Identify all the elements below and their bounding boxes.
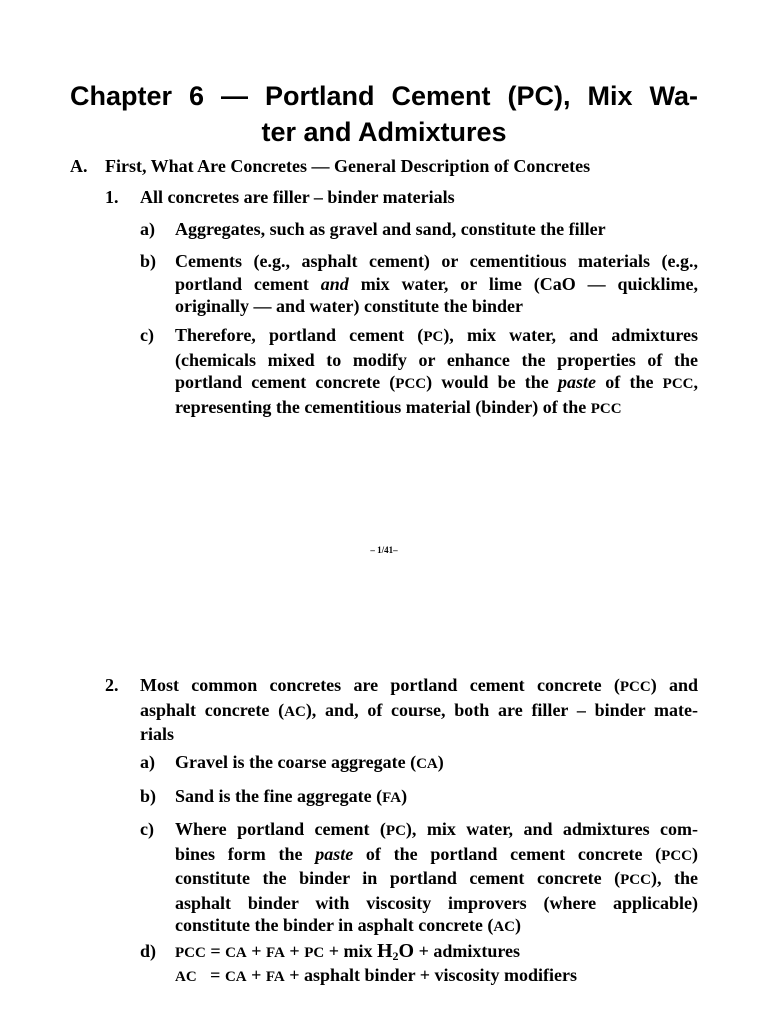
item-2-line-2: [140, 699, 698, 724]
text-run: =: [205, 941, 226, 961]
emphasis-paste: paste: [558, 372, 597, 392]
text-run: +: [246, 941, 267, 961]
item-2d-formula-ac: [175, 964, 577, 989]
abbr-fa: FA: [266, 945, 285, 961]
item-1b-line-3: originally — and water) constitute the binder: [175, 296, 523, 316]
chapter-title-line-1: Chapter 6 — Portland Cement (PC), Mix Wa-: [70, 81, 698, 111]
item-2c-line-2: [175, 843, 698, 868]
item-1b-text: [175, 250, 698, 318]
text-run: representing the cementitious material (binder) of the: [175, 396, 591, 417]
abbr-ac: AC: [493, 919, 515, 935]
text-run: + mix: [324, 941, 377, 961]
text-run: ): [401, 786, 408, 806]
abbr-pc: PC: [385, 823, 406, 839]
text-run: + asphalt binder + viscosity modifiers: [284, 965, 577, 985]
text-run: bines form the: [175, 843, 316, 864]
item-2a-label: a): [140, 752, 155, 772]
item-1c-line-4: [175, 396, 698, 421]
item-2-line-1: [140, 674, 698, 699]
text-run: Where portland cement (: [175, 819, 386, 839]
text-run: +: [246, 965, 266, 985]
abbr-ca: CA: [416, 756, 438, 772]
formula-subscript: 2: [392, 949, 399, 963]
item-1a-text: Aggregates, such as gravel and sand, constitute the filler: [175, 219, 606, 239]
chapter-title-line-2: ter and Admixtures: [261, 117, 507, 147]
text-run: ): [692, 843, 698, 864]
item-1-text: All concretes are filler – binder materials: [140, 187, 455, 207]
abbr-ac: AC: [175, 969, 197, 985]
item-1b-label: b): [140, 251, 157, 271]
item-2b-text: [175, 785, 407, 810]
abbr-pcc: PCC: [661, 847, 692, 864]
item-1a-label: a): [140, 219, 155, 239]
text-run: + admixtures: [414, 941, 521, 961]
abbr-fa: FA: [382, 790, 402, 806]
item-2c-line-5: [175, 914, 698, 939]
abbr-pcc: PCC: [662, 376, 694, 392]
text-run: ): [437, 752, 444, 772]
emphasis-paste: paste: [315, 843, 354, 864]
text-run: constitute the binder in portland cement concrete (: [175, 868, 621, 888]
item-1c-label: c): [140, 325, 154, 345]
item-2d-formula-pcc: [175, 940, 520, 965]
text-run: portland cement: [175, 273, 321, 294]
abbr-ac: AC: [284, 703, 306, 720]
text-run: ): [515, 915, 521, 935]
text-run: mix water, or lime (CaO — quicklime,: [348, 273, 699, 294]
item-2b-label: b): [140, 786, 157, 806]
item-2d-label: d): [140, 941, 157, 961]
section-a-heading: First, What Are Concretes — General Description of Concretes: [105, 156, 591, 176]
text-run: ,: [693, 372, 698, 392]
item-2c-line-3: [175, 867, 698, 892]
text-run: ), mix water, and admixtures com-: [405, 819, 698, 839]
item-1b-line-2: [175, 273, 698, 296]
text-run: constitute the binder in asphalt concrete (: [175, 915, 494, 935]
text-run: ) and: [650, 675, 699, 695]
item-2c-line-4: asphalt binder with viscosity improvers (where applicable): [175, 892, 698, 913]
item-1-label: 1.: [105, 187, 119, 207]
text-run: =: [196, 965, 225, 985]
abbr-fa: FA: [265, 969, 285, 985]
text-run: +: [284, 941, 305, 961]
section-a-label: A.: [70, 156, 88, 176]
item-2-line-3: rials: [140, 724, 174, 744]
item-1c-line-2: (chemicals mixed to modify or enhance the properties of the: [175, 349, 698, 370]
item-1b-line-1: Cements (e.g., asphalt cement) or cementitious materials (e.g.,: [175, 251, 698, 271]
formula-o: O: [398, 940, 415, 962]
item-2c-label: c): [140, 819, 154, 839]
item-2c-text: [175, 818, 698, 939]
item-2a-text: [175, 751, 444, 776]
item-2-text: [140, 674, 698, 746]
abbr-pcc: PCC: [620, 872, 651, 888]
text-run: of the: [596, 372, 663, 392]
formula-h: H: [376, 940, 393, 962]
abbr-ca: CA: [224, 969, 247, 985]
item-2c-line-1: [175, 818, 698, 843]
chapter-title: [70, 78, 698, 150]
text-run: ), mix water, and admixtures: [443, 325, 698, 345]
text-run: ), and, of course, both are filler – binder mate-: [305, 699, 698, 720]
text-run: portland cement concrete (: [175, 372, 396, 392]
abbr-pcc: PCC: [619, 679, 651, 695]
abbr-pc: PC: [304, 945, 325, 961]
page-number: – 1/41–: [370, 545, 398, 555]
text-run: Most common concretes are portland cement concrete (: [140, 675, 620, 695]
item-1c-line-3: [175, 371, 698, 396]
text-run: Sand is the fine aggregate (: [175, 786, 383, 806]
abbr-pc: PC: [423, 329, 444, 345]
abbr-pcc: PCC: [395, 376, 427, 392]
abbr-pcc: PCC: [175, 945, 206, 961]
abbr-ca: CA: [225, 945, 247, 961]
text-run: ) would be the: [426, 372, 559, 392]
item-1c-line-1: [175, 324, 698, 349]
emphasis-and: and: [320, 273, 349, 294]
text-run: Therefore, portland cement (: [175, 325, 424, 345]
item-1c-text: [175, 324, 698, 420]
item-2-label: 2.: [105, 675, 119, 695]
text-run: of the portland cement concrete (: [353, 843, 662, 864]
text-run: ), the: [650, 868, 698, 888]
abbr-pcc: PCC: [590, 400, 622, 417]
text-run: asphalt concrete (: [140, 699, 285, 720]
text-run: Gravel is the coarse aggregate (: [175, 752, 417, 772]
